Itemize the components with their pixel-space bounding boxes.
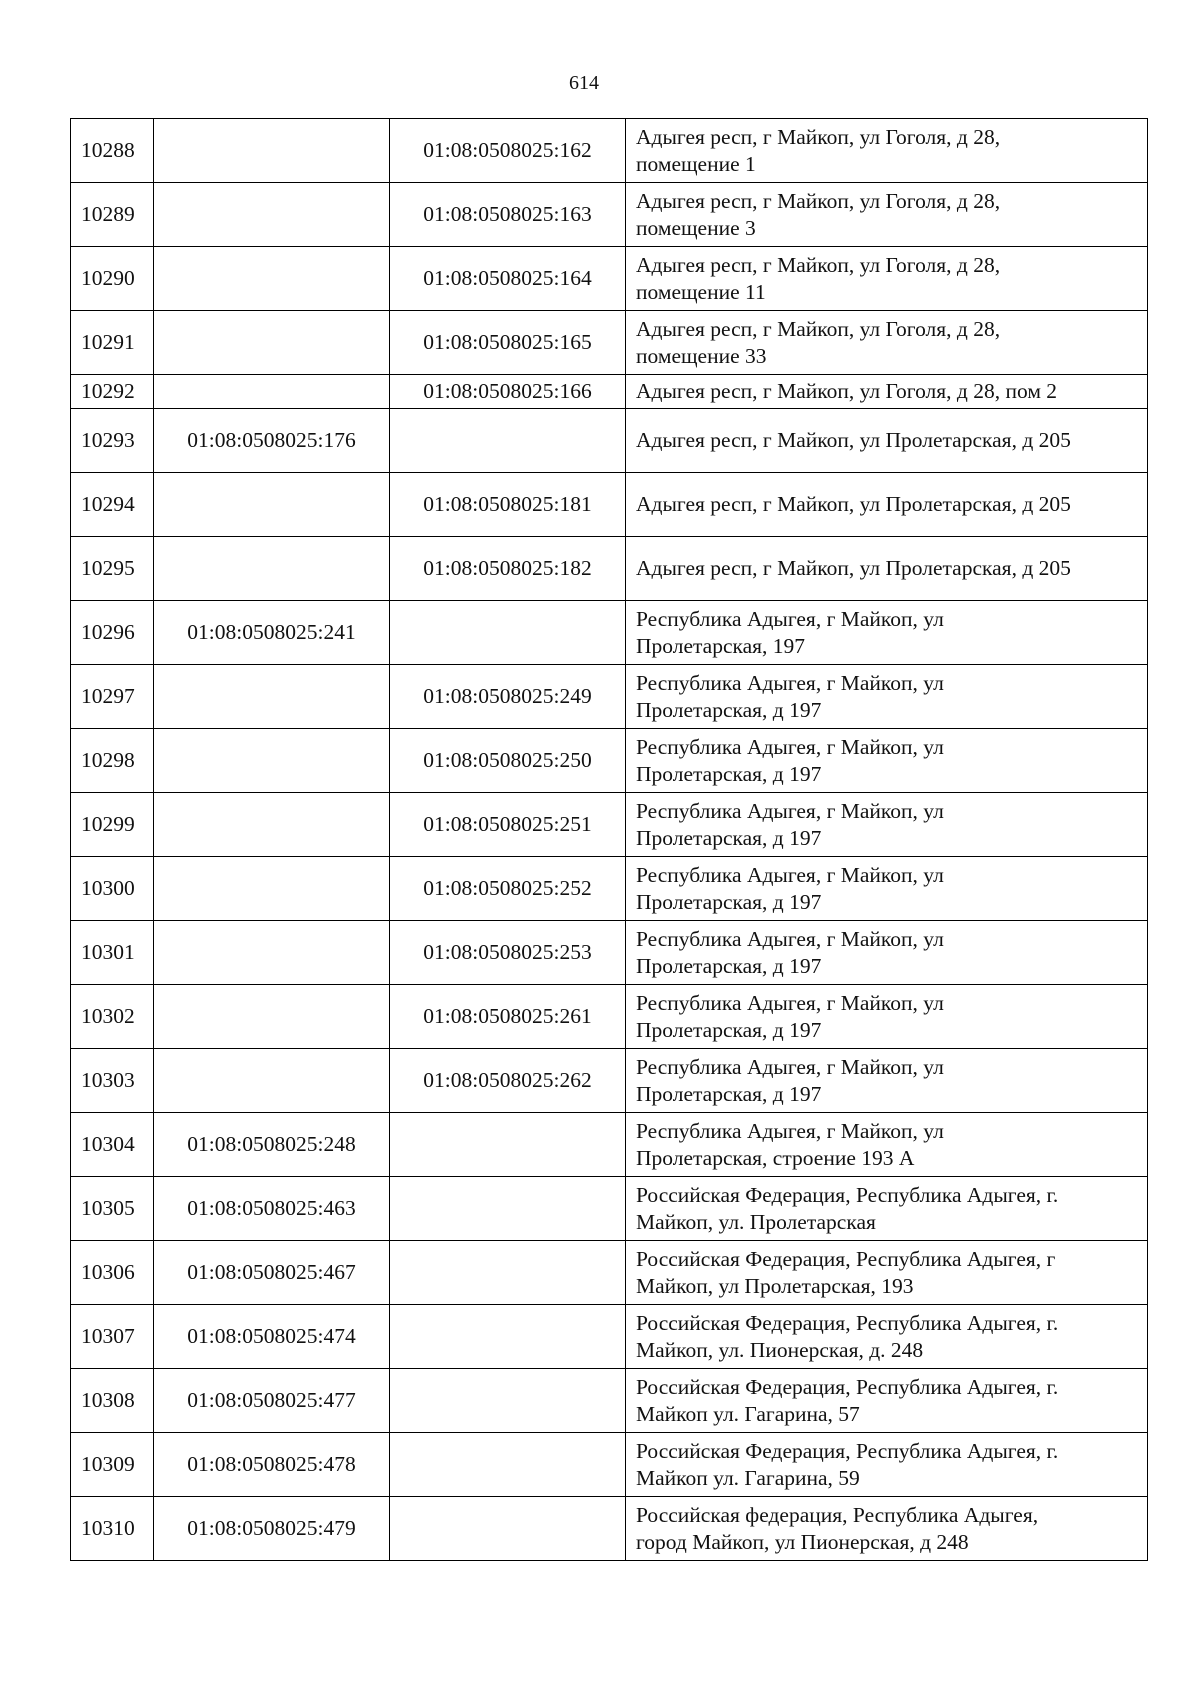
address-line: Российская Федерация, Республика Адыгея, г. bbox=[636, 1374, 1059, 1399]
address-line: помещение 1 bbox=[636, 151, 756, 176]
address-cell bbox=[626, 183, 1148, 247]
address-line: город Майкоп, ул Пионерская, д 248 bbox=[636, 1529, 969, 1554]
table-row bbox=[71, 119, 1148, 183]
row-number-cell: 10310 bbox=[71, 1497, 154, 1561]
row-number-cell: 10289 bbox=[71, 183, 154, 247]
table-row bbox=[71, 183, 1148, 247]
row-number-cell: 10302 bbox=[71, 985, 154, 1049]
address-cell bbox=[626, 409, 1148, 473]
table-row bbox=[71, 247, 1148, 311]
land-cadastral-number-cell bbox=[154, 537, 390, 601]
table-row bbox=[71, 601, 1148, 665]
building-cadastral-number-cell: 01:08:0508025:182 bbox=[390, 537, 626, 601]
row-number-cell: 10305 bbox=[71, 1177, 154, 1241]
address-line: Республика Адыгея, г Майкоп, ул bbox=[636, 670, 944, 695]
table-row bbox=[71, 1113, 1148, 1177]
address-line: Республика Адыгея, г Майкоп, ул bbox=[636, 606, 944, 631]
building-cadastral-number-cell bbox=[390, 601, 626, 665]
address-line: Пролетарская, д 197 bbox=[636, 953, 822, 978]
building-cadastral-number-cell bbox=[390, 1433, 626, 1497]
land-cadastral-number-cell bbox=[154, 247, 390, 311]
table-row bbox=[71, 1049, 1148, 1113]
address-line: Майкоп, ул. Пролетарская bbox=[636, 1209, 876, 1234]
building-cadastral-number-cell bbox=[390, 409, 626, 473]
address-line: Адыгея респ, г Майкоп, ул Пролетарская, д 205 bbox=[636, 556, 1071, 580]
address-cell bbox=[626, 1049, 1148, 1113]
land-cadastral-number-cell bbox=[154, 375, 390, 409]
land-cadastral-number-cell: 01:08:0508025:241 bbox=[154, 601, 390, 665]
row-number-cell: 10297 bbox=[71, 665, 154, 729]
address-line: Майкоп, ул. Пионерская, д. 248 bbox=[636, 1337, 924, 1362]
address-line: Адыгея респ, г Майкоп, ул Гоголя, д 28, bbox=[636, 124, 1001, 149]
building-cadastral-number-cell: 01:08:0508025:250 bbox=[390, 729, 626, 793]
address-cell bbox=[626, 311, 1148, 375]
address-line: помещение 3 bbox=[636, 215, 756, 240]
table-row bbox=[71, 311, 1148, 375]
table-row bbox=[71, 857, 1148, 921]
row-number-cell: 10307 bbox=[71, 1305, 154, 1369]
row-number-cell: 10291 bbox=[71, 311, 154, 375]
land-cadastral-number-cell: 01:08:0508025:248 bbox=[154, 1113, 390, 1177]
table-row bbox=[71, 1497, 1148, 1561]
address-line: Республика Адыгея, г Майкоп, ул bbox=[636, 1118, 944, 1143]
address-cell bbox=[626, 1433, 1148, 1497]
land-cadastral-number-cell: 01:08:0508025:463 bbox=[154, 1177, 390, 1241]
land-cadastral-number-cell: 01:08:0508025:479 bbox=[154, 1497, 390, 1561]
building-cadastral-number-cell: 01:08:0508025:249 bbox=[390, 665, 626, 729]
row-number-cell: 10300 bbox=[71, 857, 154, 921]
address-line: Пролетарская, д 197 bbox=[636, 1081, 822, 1106]
land-cadastral-number-cell bbox=[154, 857, 390, 921]
row-number-cell: 10295 bbox=[71, 537, 154, 601]
building-cadastral-number-cell bbox=[390, 1113, 626, 1177]
table-row bbox=[71, 665, 1148, 729]
row-number-cell: 10294 bbox=[71, 473, 154, 537]
address-cell bbox=[626, 247, 1148, 311]
building-cadastral-number-cell bbox=[390, 1369, 626, 1433]
row-number-cell: 10296 bbox=[71, 601, 154, 665]
table-body bbox=[71, 119, 1148, 1561]
address-line: Адыгея респ, г Майкоп, ул Гоголя, д 28, bbox=[636, 316, 1001, 341]
table-row bbox=[71, 1305, 1148, 1369]
address-line: Пролетарская, д 197 bbox=[636, 761, 822, 786]
land-cadastral-number-cell bbox=[154, 921, 390, 985]
land-cadastral-number-cell: 01:08:0508025:474 bbox=[154, 1305, 390, 1369]
table-row bbox=[71, 409, 1148, 473]
row-number-cell: 10306 bbox=[71, 1241, 154, 1305]
table-row bbox=[71, 375, 1148, 409]
address-cell bbox=[626, 857, 1148, 921]
address-line: Пролетарская, строение 193 А bbox=[636, 1145, 915, 1170]
address-cell bbox=[626, 375, 1148, 409]
building-cadastral-number-cell: 01:08:0508025:261 bbox=[390, 985, 626, 1049]
address-cell bbox=[626, 985, 1148, 1049]
address-cell bbox=[626, 537, 1148, 601]
table-row bbox=[71, 921, 1148, 985]
address-line: Майкоп, ул Пролетарская, 193 bbox=[636, 1273, 914, 1298]
address-line: Пролетарская, д 197 bbox=[636, 889, 822, 914]
address-line: Республика Адыгея, г Майкоп, ул bbox=[636, 862, 944, 887]
row-number-cell: 10293 bbox=[71, 409, 154, 473]
building-cadastral-number-cell: 01:08:0508025:166 bbox=[390, 375, 626, 409]
address-line: Адыгея респ, г Майкоп, ул Гоголя, д 28, пом 2 bbox=[636, 379, 1058, 403]
table-row bbox=[71, 729, 1148, 793]
table-row bbox=[71, 1177, 1148, 1241]
building-cadastral-number-cell: 01:08:0508025:162 bbox=[390, 119, 626, 183]
table-row bbox=[71, 1433, 1148, 1497]
land-cadastral-number-cell bbox=[154, 665, 390, 729]
table-row bbox=[71, 1241, 1148, 1305]
address-line: Пролетарская, 197 bbox=[636, 633, 806, 658]
row-number-cell: 10299 bbox=[71, 793, 154, 857]
building-cadastral-number-cell: 01:08:0508025:164 bbox=[390, 247, 626, 311]
address-cell bbox=[626, 1241, 1148, 1305]
building-cadastral-number-cell bbox=[390, 1305, 626, 1369]
building-cadastral-number-cell: 01:08:0508025:252 bbox=[390, 857, 626, 921]
land-cadastral-number-cell: 01:08:0508025:176 bbox=[154, 409, 390, 473]
building-cadastral-number-cell: 01:08:0508025:181 bbox=[390, 473, 626, 537]
land-cadastral-number-cell bbox=[154, 729, 390, 793]
address-cell bbox=[626, 601, 1148, 665]
land-cadastral-number-cell: 01:08:0508025:467 bbox=[154, 1241, 390, 1305]
land-cadastral-number-cell: 01:08:0508025:478 bbox=[154, 1433, 390, 1497]
address-cell bbox=[626, 729, 1148, 793]
table-row bbox=[71, 1369, 1148, 1433]
land-cadastral-number-cell bbox=[154, 1049, 390, 1113]
building-cadastral-number-cell bbox=[390, 1241, 626, 1305]
building-cadastral-number-cell: 01:08:0508025:163 bbox=[390, 183, 626, 247]
row-number-cell: 10292 bbox=[71, 375, 154, 409]
address-line: Российская Федерация, Республика Адыгея, г. bbox=[636, 1182, 1059, 1207]
building-cadastral-number-cell bbox=[390, 1497, 626, 1561]
row-number-cell: 10290 bbox=[71, 247, 154, 311]
address-line: Пролетарская, д 197 bbox=[636, 697, 822, 722]
address-cell bbox=[626, 1177, 1148, 1241]
address-line: Республика Адыгея, г Майкоп, ул bbox=[636, 1054, 944, 1079]
address-line: Майкоп ул. Гагарина, 57 bbox=[636, 1401, 860, 1426]
address-line: помещение 33 bbox=[636, 343, 767, 368]
table-row bbox=[71, 537, 1148, 601]
table-row bbox=[71, 793, 1148, 857]
address-line: Адыгея респ, г Майкоп, ул Пролетарская, д 205 bbox=[636, 428, 1071, 452]
address-cell bbox=[626, 1369, 1148, 1433]
address-cell bbox=[626, 473, 1148, 537]
address-line: Республика Адыгея, г Майкоп, ул bbox=[636, 734, 944, 759]
address-cell bbox=[626, 665, 1148, 729]
land-cadastral-number-cell: 01:08:0508025:477 bbox=[154, 1369, 390, 1433]
address-line: Российская Федерация, Республика Адыгея, г. bbox=[636, 1438, 1059, 1463]
registry-table bbox=[70, 118, 1148, 1561]
page-number: 614 bbox=[569, 72, 599, 94]
building-cadastral-number-cell: 01:08:0508025:165 bbox=[390, 311, 626, 375]
land-cadastral-number-cell bbox=[154, 985, 390, 1049]
row-number-cell: 10303 bbox=[71, 1049, 154, 1113]
building-cadastral-number-cell: 01:08:0508025:253 bbox=[390, 921, 626, 985]
address-line: Адыгея респ, г Майкоп, ул Гоголя, д 28, bbox=[636, 252, 1001, 277]
land-cadastral-number-cell bbox=[154, 473, 390, 537]
row-number-cell: 10309 bbox=[71, 1433, 154, 1497]
address-line: Российская Федерация, Республика Адыгея, г bbox=[636, 1246, 1056, 1271]
row-number-cell: 10298 bbox=[71, 729, 154, 793]
address-cell bbox=[626, 921, 1148, 985]
land-cadastral-number-cell bbox=[154, 311, 390, 375]
address-cell bbox=[626, 1113, 1148, 1177]
address-cell bbox=[626, 119, 1148, 183]
table-row bbox=[71, 473, 1148, 537]
land-cadastral-number-cell bbox=[154, 183, 390, 247]
address-line: Адыгея респ, г Майкоп, ул Гоголя, д 28, bbox=[636, 188, 1001, 213]
building-cadastral-number-cell: 01:08:0508025:262 bbox=[390, 1049, 626, 1113]
address-line: Пролетарская, д 197 bbox=[636, 825, 822, 850]
land-cadastral-number-cell bbox=[154, 119, 390, 183]
land-cadastral-number-cell bbox=[154, 793, 390, 857]
address-line: помещение 11 bbox=[636, 279, 766, 304]
row-number-cell: 10288 bbox=[71, 119, 154, 183]
address-line: Российская Федерация, Республика Адыгея, г. bbox=[636, 1310, 1059, 1335]
address-line: Республика Адыгея, г Майкоп, ул bbox=[636, 798, 944, 823]
address-cell bbox=[626, 793, 1148, 857]
address-cell bbox=[626, 1305, 1148, 1369]
address-cell bbox=[626, 1497, 1148, 1561]
address-line: Российская федерация, Республика Адыгея, bbox=[636, 1502, 1039, 1527]
building-cadastral-number-cell: 01:08:0508025:251 bbox=[390, 793, 626, 857]
address-line: Пролетарская, д 197 bbox=[636, 1017, 822, 1042]
building-cadastral-number-cell bbox=[390, 1177, 626, 1241]
address-line: Республика Адыгея, г Майкоп, ул bbox=[636, 990, 944, 1015]
row-number-cell: 10304 bbox=[71, 1113, 154, 1177]
address-line: Республика Адыгея, г Майкоп, ул bbox=[636, 926, 944, 951]
row-number-cell: 10308 bbox=[71, 1369, 154, 1433]
address-line: Адыгея респ, г Майкоп, ул Пролетарская, д 205 bbox=[636, 492, 1071, 516]
table-row bbox=[71, 985, 1148, 1049]
address-line: Майкоп ул. Гагарина, 59 bbox=[636, 1465, 860, 1490]
row-number-cell: 10301 bbox=[71, 921, 154, 985]
